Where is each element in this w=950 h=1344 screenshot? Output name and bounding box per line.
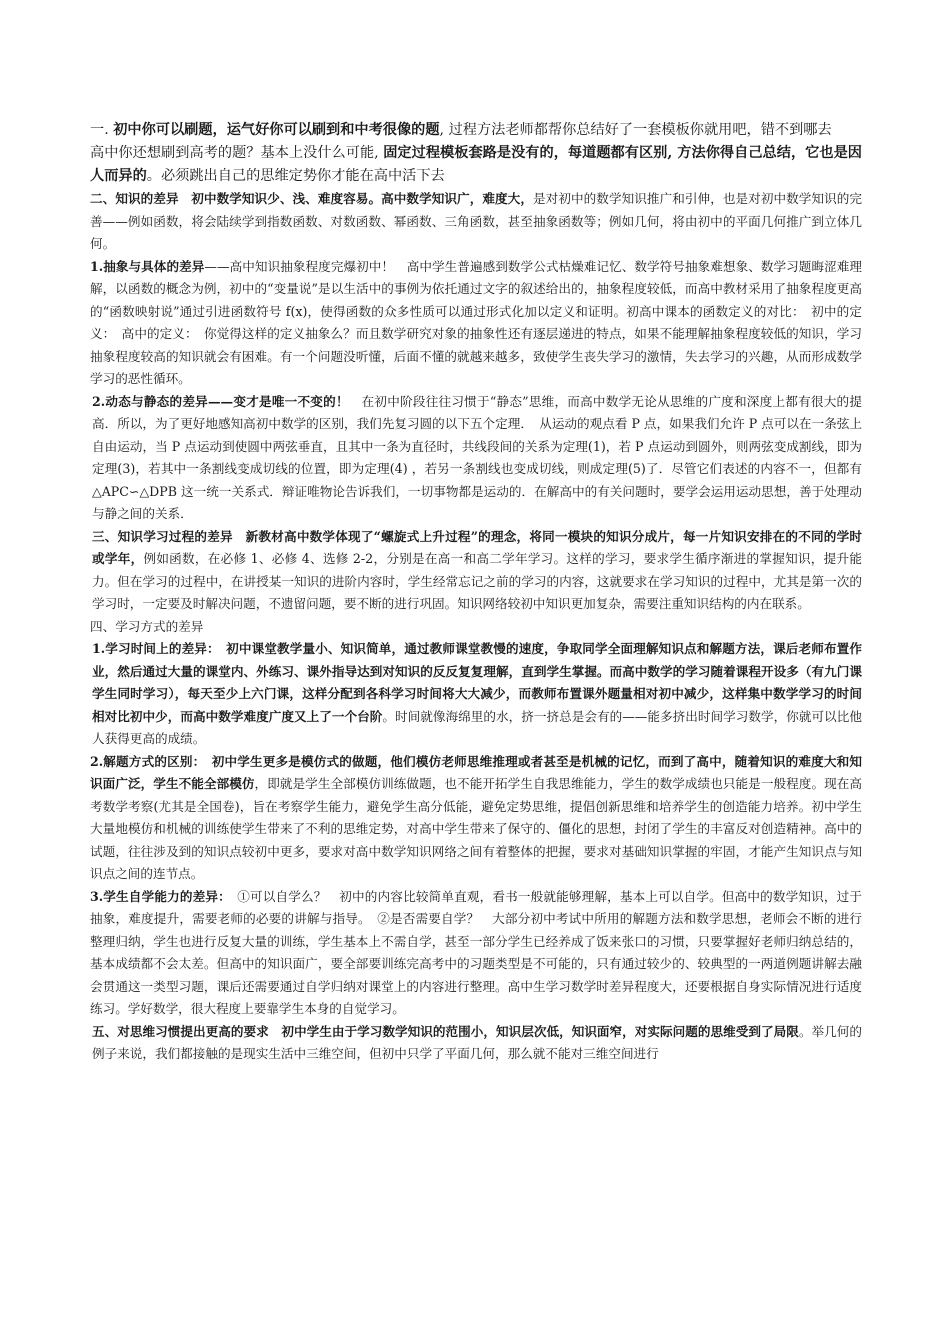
paragraph-1 [90, 119, 862, 142]
p4-bold: 1.抽象与具体的差异 [90, 258, 205, 274]
p9-bold: 2.解题方式的区别： 初中学生更多是模仿式的做题，他们模仿老师思维推理或者甚至是机械的记忆，而到了高中，随着知识的难度大和知识面广泛，学生不能全部模仿 [90, 753, 862, 791]
p11-bold: 五、对思维习惯提出更高的要求 初中学生由于学习数学知识的范围小，知识层次低，知识面窄，对实际问题的思维受到了局限 [92, 1023, 799, 1039]
paragraph-5 [90, 391, 862, 526]
p10-rest: ①可以自学么？ 初中的内容比较简单直观，看书一般就能够理解，基本上可以自学。但高中的数学知识，过于抽象，难度提升，需要老师的必要的讲解与指导。 ②是否需要自学？ 大部分初中考试中所用的解题方法和数学思想，老师会不断的进行整理归纳，学生也进行反复大量的训练，学生基本上不需自学，甚至一部分学生已经养成了饭来张口的习惯，只要掌握好老师归纳总结的，基本成绩都不会太差。但高中的知识面广，要全部要训练完高考中的习题类型是不可能的，只有通过较少的、较典型的一两道例题讲解去融会贯通这一类型习题，课后还需要通过自学归纳对课堂上的内容进行整理。高中生学习数学时差异程度大，还要根据自身实际情况进行适度练习。学好数学，很大程度上要靠学生本身的自觉学习。 [90, 888, 862, 1016]
p1-lead: 一. [90, 122, 114, 138]
paragraph-11 [90, 1021, 862, 1066]
p8-bold: 1.学习时间上的差异： 初中课堂教学量小、知识简单，通过教师课堂教慢的速度，争取同学全面理解知识点和解题方法，课后老师布置作业，然后通过大量的课堂内、外练习、课外指导达到对知识的反反复复理解，直到学生掌握。而高中数学的学习随着课程开设多（有九门课学生同时学习），每天至少上六门课，这样分配到各科学习时间将大大减少，而教师布置课外题量相对初中减少，这样集中数学学习的时间相对比初中少，而高中数学难度广度又上了一个台阶 [92, 641, 862, 724]
p5-rest: 在初中阶段往往习惯于“静态”思维，而高中数学无论从思维的广度和深度上都有很大的提高．所以，为了更好地感知高初中数学的区别，我们先复习圆的以下五个定理． 从运动的观点看 P 点，如果我们允许 P 点可以在一条弦上自由运动，当 P 点运动到使圆中两弦垂直，且其中一条为直径时，共线段间的关系为定理(1)，若 P 点运动到圆外，则两弦变成割线，即为定理(3)，若其中一条割线变成切线的位置，即为定理(4) ，若另一条割线也变成切线，则成定理(5)了．尽管它们表述的内容不一，但都有△APC∽△DPB 这一统一关系式．辩证唯物论告诉我们，一切事物都是运动的．在解高中的有关问题时，要学会运用运动思想，善于处理动与静之间的关系． [92, 393, 862, 521]
paragraph-10 [90, 886, 862, 1021]
p6-rest: 例如函数，在必修 1、必修 4、选修 2-2，分别是在高一和高二学年学习。这样的学习，要求学生循序渐进的掌握知识，提升能力。但在学习的过程中，在讲授某一知识的进阶内容时，学生经常忘记之前的学习的内容，这就要求在学习知识的过程中，尤其是第一次的学习时，一定要及时解决问题，不遗留问题，要不断的进行巩固。知识网络较初中知识更加复杂，需要注重知识结构的内在联系。 [92, 551, 862, 611]
paragraph-6 [90, 526, 862, 616]
p8-rest: 。时间就像海绵里的水，挤一挤总是会有的——能多挤出时间学习数学，你就可以比他人获得更高的成绩。 [92, 708, 863, 746]
p2-lead: 高中你还想刷到高考的题？基本上没什么可能, [90, 145, 384, 161]
p3-rest: 是对初中的数学知识推广和引伸，也是对初中数学知识的完善——例如函数，将会陆续学到指数函数、对数函数、幂函数、三角函数，甚至抽象函数等；例如几何，将由初中的平面几何推广到立体几何。 [90, 191, 863, 251]
p2-rest: 。必须跳出自己的思维定势你才能在高中活下去 [146, 168, 445, 184]
p1-rest: , 过程方法老师都帮你总结好了一套模板你就用吧，错不到哪去 [439, 122, 832, 138]
paragraph-8 [90, 638, 862, 751]
p7-rest: 四、学习方式的差异 [90, 618, 204, 634]
p6-bold: 三、知识学习过程的差异 新教材高中数学体现了“螺旋式上升过程”的理念，将同一模块的知识分成片，每一片知识安排在的不同的学时或学年， [92, 528, 862, 566]
p9-rest: ，即就是学生全部模仿训练做题，也不能开拓学生自我思维能力，学生的数学成绩也只能是一般程度。现在高考数学考察(尤其是全国卷)，旨在考察学生能力，避免学生高分低能，避免定势思维，提倡创新思维和培养学生的创造能力培养。初中学生大量地模仿和机械的训练使学生带来了不利的思维定势，对高中学生带来了保守的、僵化的思想，封闭了学生的丰富反对创造精神。高中的试题，往往涉及到的知识点较初中更多，要求对高中数学知识网络之间有着整体的把握，要求对基础知识掌握的牢固，才能产生知识点与知识点之间的连节点。 [90, 776, 863, 881]
p11-rest: 。举几何的例子来说，我们都接触的是现实生活中三维空间，但初中只学了平面几何，那么就不能对三维空间进行 [92, 1023, 863, 1061]
p1-bold: 初中你可以刷题，运气好你可以刷到和中考很像的题 [113, 122, 440, 138]
document-page [90, 119, 862, 1066]
p10-bold: 3.学生自学能力的差异： [90, 888, 225, 904]
paragraph-2 [90, 142, 862, 188]
paragraph-3 [90, 188, 862, 256]
p2-bold: 固定过程模板套路是没有的，每道题都有区别, 方法你得自己总结，它也是因人而异的 [90, 145, 862, 184]
paragraph-7 [90, 616, 862, 639]
p4-rest: ——高中知识抽象程度完爆初中！ 高中学生普遍感到数学公式枯燥难记忆、数学符号抽象难想象、数学习题晦涩难理解，以函数的概念为例，初中的“变量说”是以生活中的事例为依托通过文字的叙述给出的，抽象程度较低，而高中教材采用了抽象程度更高的“函数映射说”通过引进函数符号 f(x)，使得函数的众多性质可以通过形式化加以定义和证明。初高中课本的函数定义的对比： 初中的定义： 高中的定义： 你觉得这样的定义抽象么？而且数学研究对象的抽象性还有逐层递进的特点，如果不能理解抽象程度较低的知识，学习抽象程度较高的知识就会有困难。有一个问题没听懂，后面不懂的就越来越多，致使学生丧失学习的激情，失去学习的兴趣，从而形成数学学习的恶性循环。 [90, 258, 862, 386]
paragraph-4 [90, 256, 862, 391]
p3-bold: 二、知识的差异 初中数学知识少、浅、难度容易。高中数学知识广，难度大， [90, 191, 533, 206]
paragraph-9 [90, 751, 862, 886]
p5-bold: 2.动态与静态的差异——变才是唯一不变的！ [92, 393, 349, 409]
